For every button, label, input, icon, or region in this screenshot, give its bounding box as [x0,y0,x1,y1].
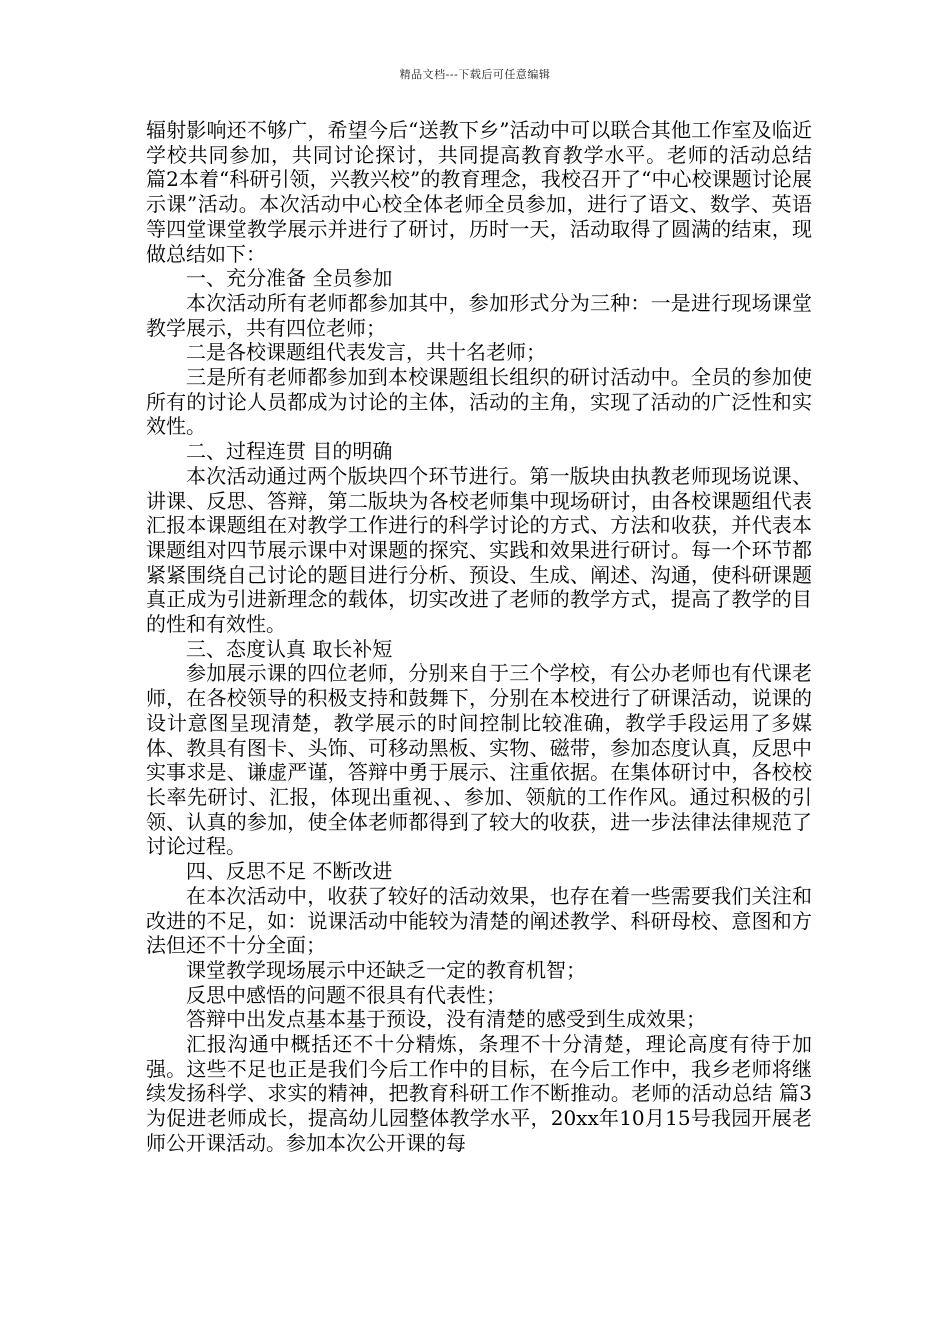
paragraph: 反思中感悟的问题不很具有代表性； [186,982,506,1007]
paragraph: 本次活动通过两个版块四个环节进行。第一版块由执教老师现场说课、讲课、反思、答辩，第二版块为各校老师集中现场研讨，由各校课题组代表汇报本课题组在对教学工作进行的科学讨论的方式、方法和收获，并代表本课题组对四节展示课中对课题的探究、实践和效果进行研讨。每一个环节都紧紧围绕自己讨论的题目进行分析、预设、生成、阐述、沟通，使科研课题真正成为引进新理念的载体，切实改进了老师的教学方式，提高了教学的目的性和有效性。 [146,463,812,637]
paragraph: 本次活动所有老师都参加其中，参加形式分为三种：一是进行现场课堂教学展示，共有四位老师； [146,290,812,340]
section-heading: 四、反思不足 不断改进 [186,859,393,884]
paragraph: 汇报沟通中概括还不十分精炼，条理不十分清楚，理论高度有待于加强。这些不足也正是我们今后工作中的目标，在今后工作中，我乡老师将继续发扬科学、求实的精神，把教育科研工作不断推动。老师的活动总结 篇3为促进老师成长，提高幼儿园整体教学水平，20xx年10月15号我园开展老师公开课活动。参加本次公开课的每 [146,1032,812,1155]
paragraph: 二是各校课题组代表发言，共十名老师； [186,340,546,365]
document-body [146,118,812,1156]
section-heading: 三、态度认真 取长补短 [186,636,393,661]
page-header: 精品文档---下载后可任意编辑 [399,68,551,81]
paragraph: 答辩中出发点基本基于预设，没有清楚的感受到生成效果； [186,1007,706,1032]
paragraph: 三是所有老师都参加到本校课题组长组织的研讨活动中。全员的参加使所有的讨论人员都成为讨论的主体，活动的主角，实现了活动的广泛性和实效性。 [146,365,812,439]
paragraph: 辐射影响还不够广，希望今后“送教下乡”活动中可以联合其他工作室及临近学校共同参加，共同讨论探讨，共同提高教育教学水平。老师的活动总结 篇2本着“科研引领，兴教兴校”的教育理念，我校召开了“中心校课题讨论展示课”活动。本次活动中心校全体老师全员参加，进行了语文、数学、英语等四堂课堂教学展示并进行了研讨，历时一天，活动取得了圆满的结束，现做总结如下： [146,118,812,266]
paragraph: 课堂教学现场展示中还缺乏一定的教育机智； [186,957,586,982]
section-heading: 一、充分准备 全员参加 [186,266,393,291]
paragraph: 在本次活动中，收获了较好的活动效果，也存在着一些需要我们关注和改进的不足，如：说课活动中能较为清楚的阐述教学、科研母校、意图和方法但还不十分全面； [146,883,812,958]
section-heading: 二、过程连贯 目的明确 [186,439,393,464]
paragraph: 参加展示课的四位老师，分别来自于三个学校，有公办老师也有代课老师，在各校领导的积极支持和鼓舞下，分别在本校进行了研课活动，说课的设计意图呈现清楚，教学展示的时间控制比较准确，教学手段运用了多媒体、教具有图卡、头饰、可移动黑板、实物、磁带，参加态度认真，反思中实事求是、谦虚严谨，答辩中勇于展示、注重依据。在集体研讨中，各校校长率先研讨、汇报，体现出重视、、参加、领航的工作作风。通过积极的引领、认真的参加，使全体老师都得到了较大的收获，进一步法律法律规范了讨论过程。 [146,661,812,859]
